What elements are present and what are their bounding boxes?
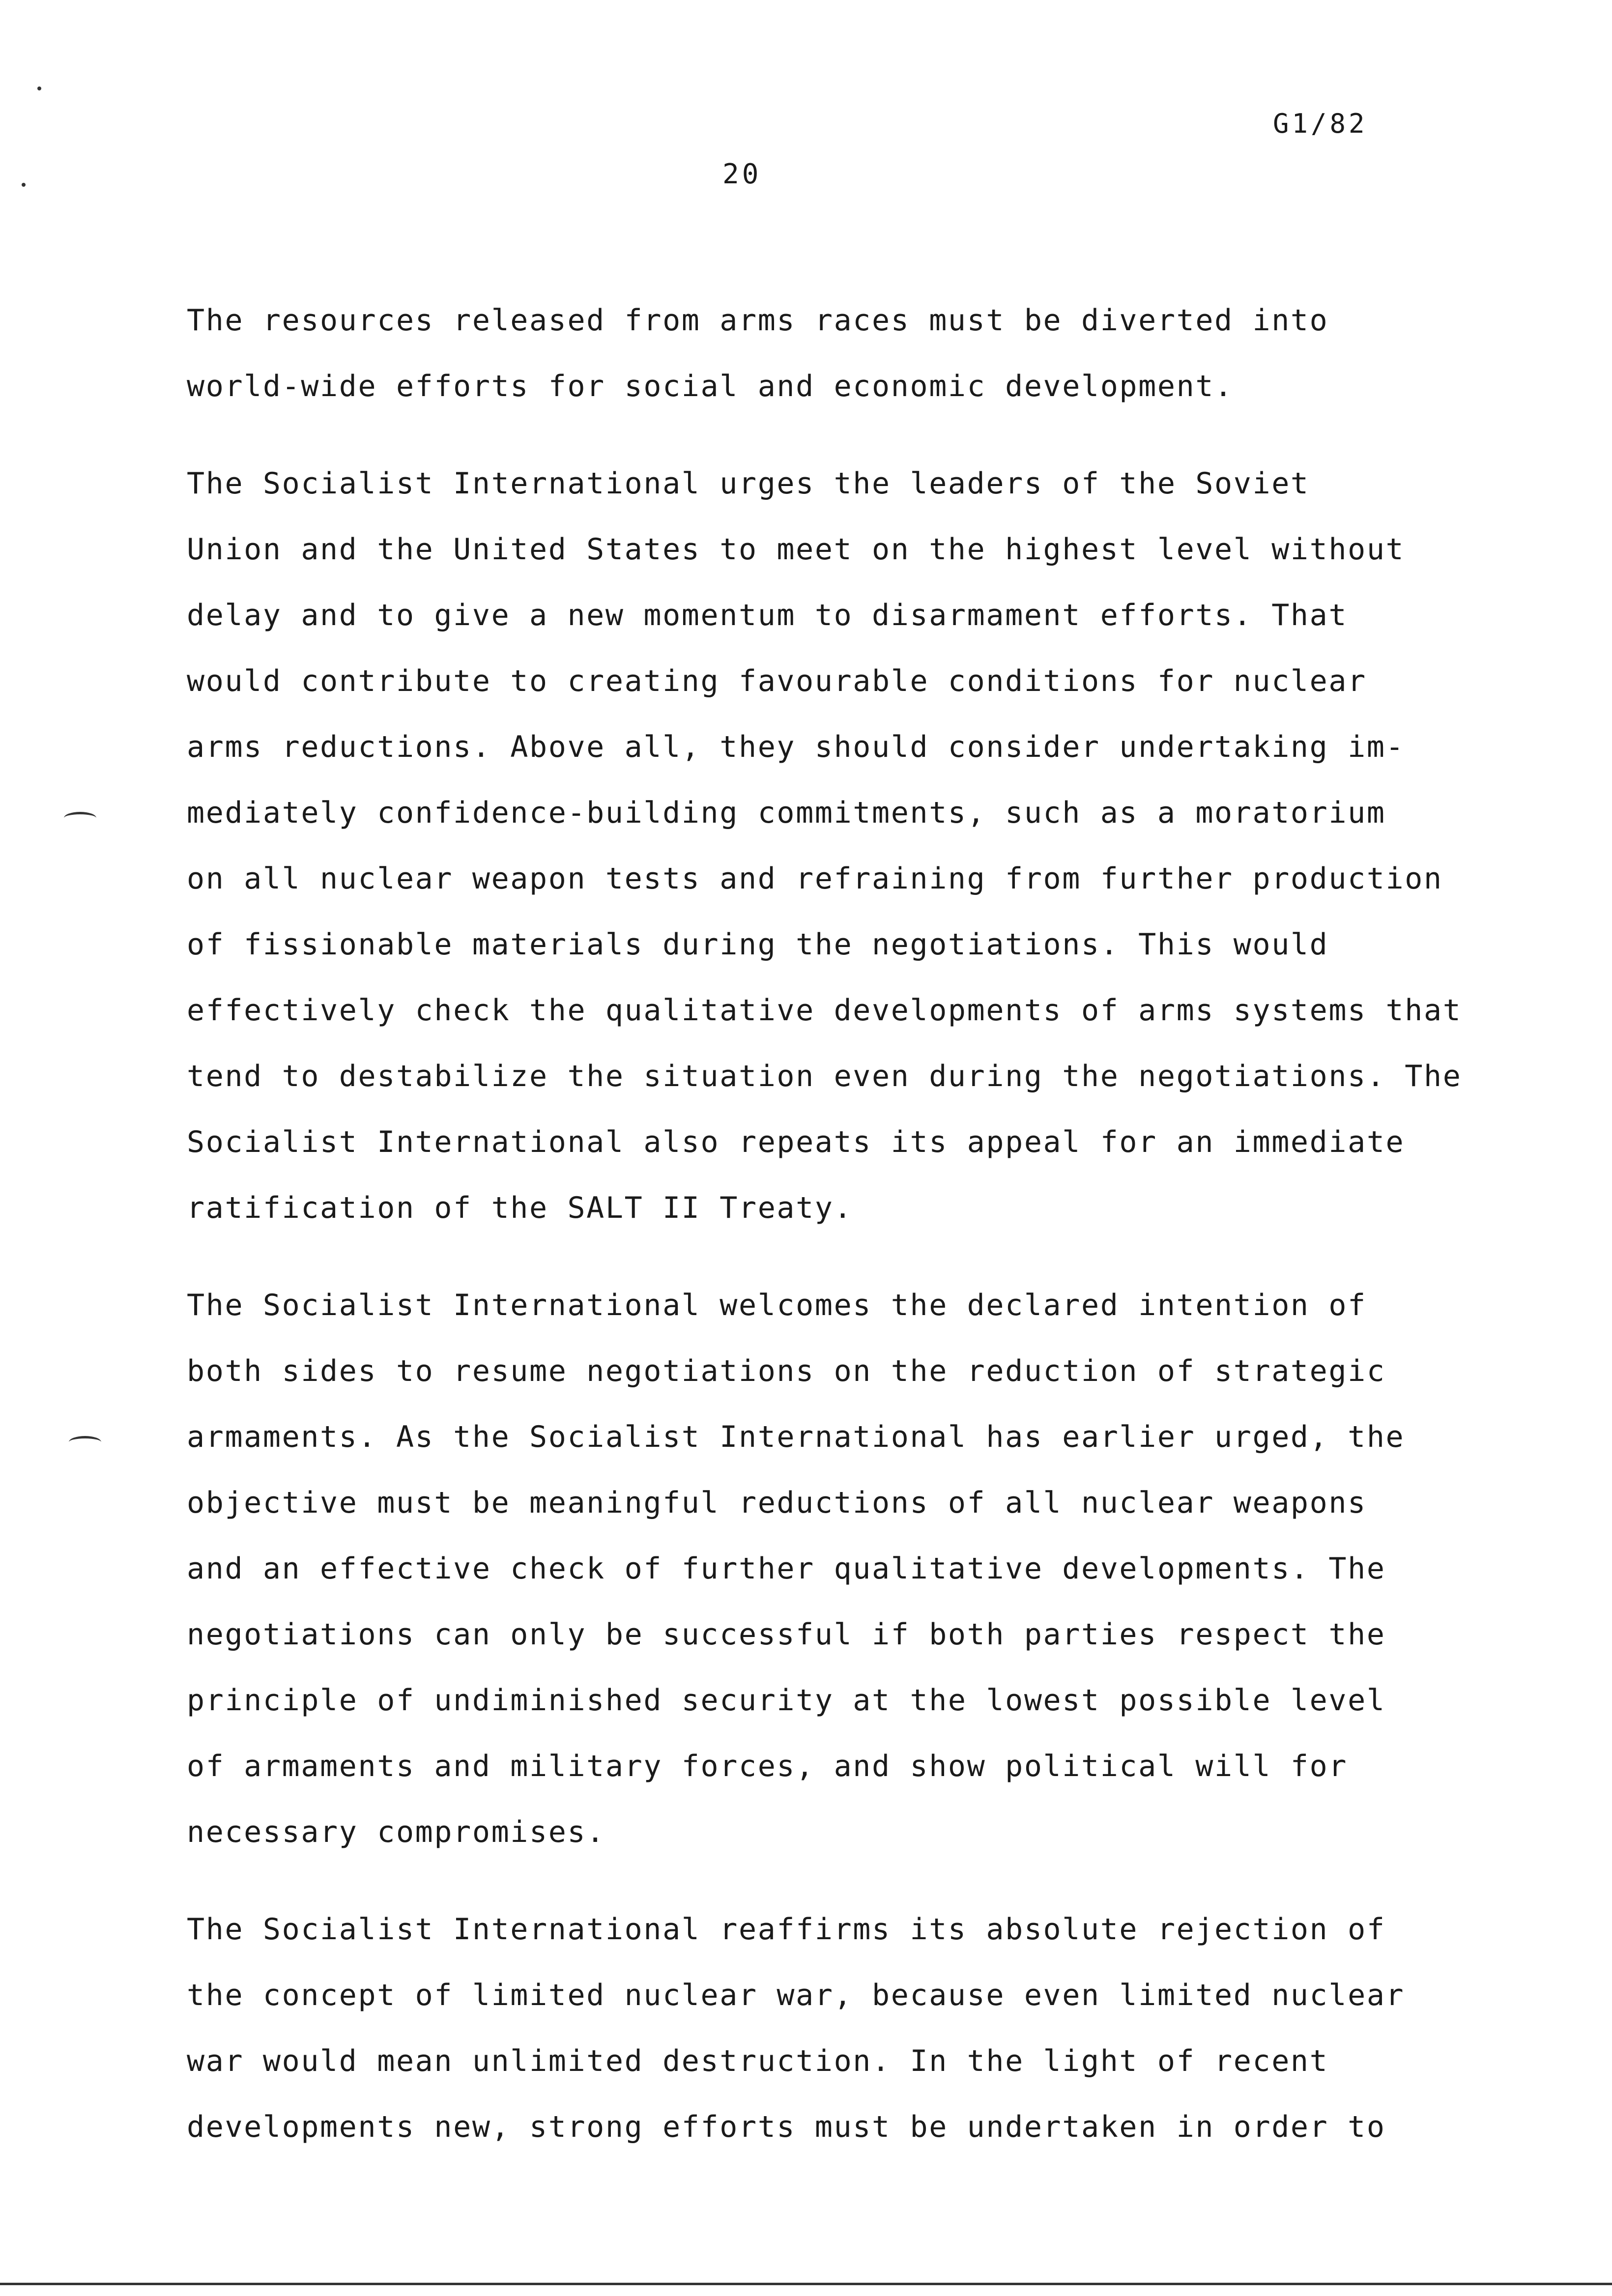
text-line: necessary compromises. (187, 1815, 605, 1849)
text-line: would contribute to creating favourable conditions for nuclear (187, 664, 1367, 698)
text-line: the concept of limited nuclear war, because even limited nuclear (187, 1978, 1405, 2012)
body-text (187, 287, 1543, 2191)
text-line: war would mean unlimited destruction. In the light of recent (187, 2044, 1329, 2078)
margin-mark-upper (64, 812, 96, 824)
text-line: and an effective check of further qualitative developments. The (187, 1551, 1386, 1586)
text-line: world-wide efforts for social and economic development. (187, 369, 1234, 403)
paragraph-summit-appeal (187, 451, 1543, 1241)
text-line: delay and to give a new momentum to disarmament efforts. That (187, 598, 1348, 632)
text-line: of armaments and military forces, and show political will for (187, 1749, 1348, 1783)
document-reference: G1/82 (1273, 108, 1368, 139)
paragraph-limited-war (187, 1896, 1543, 2160)
margin-dot-top (37, 86, 41, 90)
paragraph-resources (187, 287, 1543, 419)
margin-mark-lower (69, 1436, 101, 1448)
text-line: The resources released from arms races must be diverted into (187, 303, 1329, 338)
text-line: Socialist International also repeats its appeal for an immediate (187, 1125, 1405, 1159)
text-line: of fissionable materials during the negotiations. This would (187, 927, 1329, 962)
paragraph-strategic-negotiations (187, 1272, 1543, 1865)
text-line: Union and the United States to meet on the highest level without (187, 532, 1405, 567)
text-line: arms reductions. Above all, they should consider undertaking im- (187, 730, 1405, 764)
text-line: tend to destabilize the situation even during the negotiations. The (187, 1059, 1462, 1093)
text-line: effectively check the qualitative developments of arms systems that (187, 993, 1462, 1028)
text-line: ratification of the SALT II Treaty. (187, 1191, 853, 1225)
page-number: 20 (722, 158, 762, 190)
text-line: The Socialist International urges the leaders of the Soviet (187, 466, 1310, 501)
text-line: negotiations can only be successful if both parties respect the (187, 1617, 1386, 1652)
text-line: armaments. As the Socialist International has earlier urged, the (187, 1420, 1405, 1454)
text-line: on all nuclear weapon tests and refraining from further production (187, 861, 1443, 896)
text-line: developments new, strong efforts must be undertaken in order to (187, 2110, 1386, 2144)
text-line: principle of undiminished security at the lowest possible level (187, 1683, 1386, 1718)
bottom-edge-line (0, 2283, 1612, 2285)
text-line: objective must be meaningful reductions of all nuclear weapons (187, 1486, 1367, 1520)
text-line: The Socialist International reaffirms its absolute rejection of (187, 1912, 1386, 1947)
text-line: both sides to resume negotiations on the reduction of strategic (187, 1354, 1386, 1388)
margin-dot-second (22, 183, 26, 187)
text-line: The Socialist International welcomes the declared intention of (187, 1288, 1367, 1322)
text-line: mediately confidence-building commitments, such as a moratorium (187, 796, 1386, 830)
